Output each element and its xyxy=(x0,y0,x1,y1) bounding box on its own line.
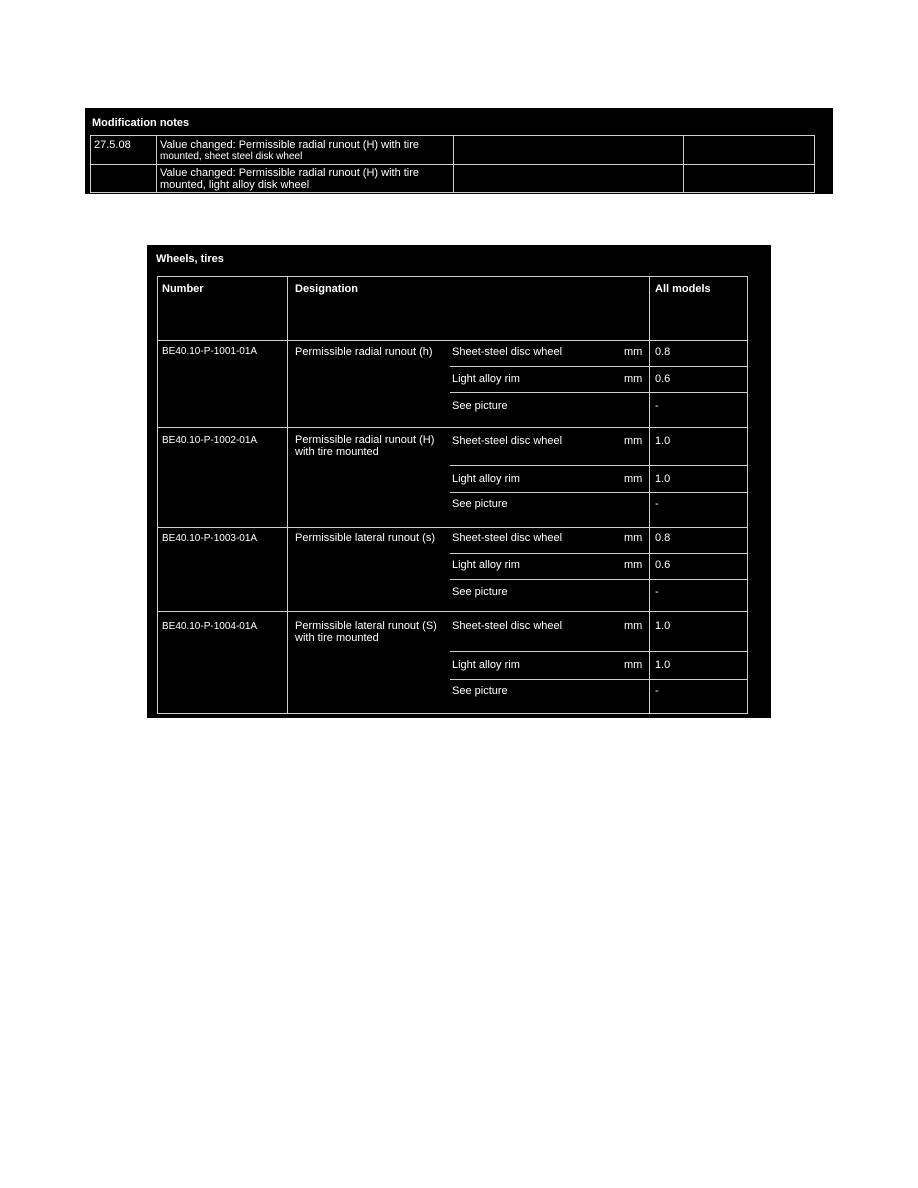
unit-label: mm xyxy=(624,373,643,385)
unit-label: mm xyxy=(624,620,643,632)
group-divider xyxy=(157,427,748,428)
value-cell: 0.6 xyxy=(655,373,671,385)
part-number: BE40.10-P-1001-01A xyxy=(162,346,258,357)
row-divider xyxy=(450,366,748,367)
designation-line2: with tire mounted xyxy=(295,632,379,644)
value-cell: - xyxy=(655,586,659,598)
mod-note-date: 27.5.08 xyxy=(94,139,131,151)
row-divider xyxy=(450,553,748,554)
part-number: BE40.10-P-1004-01A xyxy=(162,621,258,632)
value-cell: - xyxy=(655,400,659,412)
unit-label: mm xyxy=(624,346,643,358)
value-cell: - xyxy=(655,498,659,510)
value-cell: 0.8 xyxy=(655,346,671,358)
table-border-bottom xyxy=(157,713,748,714)
modification-notes-panel xyxy=(85,108,833,194)
part-number: BE40.10-P-1002-01A xyxy=(162,435,258,446)
row-divider xyxy=(450,579,748,580)
wheels-tires-title: Wheels, tires xyxy=(156,253,224,265)
item-label: Light alloy rim xyxy=(452,473,520,485)
group-divider xyxy=(157,611,748,612)
item-label: Light alloy rim xyxy=(452,559,520,571)
modification-notes-title: Modification notes xyxy=(92,117,190,129)
value-cell: 0.6 xyxy=(655,559,671,571)
group-divider xyxy=(157,527,748,528)
value-cell: - xyxy=(655,685,659,697)
table-col-divider xyxy=(453,135,454,193)
unit-label: mm xyxy=(624,473,643,485)
item-label: Sheet-steel disc wheel xyxy=(452,620,563,632)
item-label: See picture xyxy=(452,685,508,697)
value-cell: 1.0 xyxy=(655,659,671,671)
table-header-divider xyxy=(157,340,748,341)
item-label: Sheet-steel disc wheel xyxy=(452,532,563,544)
designation-line1: Permissible radial runout (H) xyxy=(295,434,435,446)
column-header-number: Number xyxy=(162,283,204,295)
table-border-right xyxy=(814,135,815,193)
unit-label: mm xyxy=(624,659,643,671)
mod-note-text-line1: Value changed: Permissible radial runout (H) with tire xyxy=(160,167,420,179)
unit-label: mm xyxy=(624,532,643,544)
item-label: Sheet-steel disc wheel xyxy=(452,346,563,358)
column-header-all-models: All models xyxy=(655,283,711,295)
table-col-divider xyxy=(156,135,157,193)
mod-note-text-line2: mounted, sheet steel disk wheel xyxy=(160,151,303,162)
mod-note-text-line1: Value changed: Permissible radial runout (H) with tire xyxy=(160,139,420,151)
value-cell: 0.8 xyxy=(655,532,671,544)
table-border-left xyxy=(90,135,91,193)
wheels-tires-panel xyxy=(147,245,771,718)
item-label: Light alloy rim xyxy=(452,373,520,385)
row-divider xyxy=(450,465,748,466)
row-divider xyxy=(450,492,748,493)
row-divider xyxy=(450,392,748,393)
value-cell: 1.0 xyxy=(655,620,671,632)
column-header-designation: Designation xyxy=(295,283,358,295)
table-col-divider xyxy=(649,276,650,714)
unit-label: mm xyxy=(624,435,643,447)
unit-label: mm xyxy=(624,559,643,571)
designation-line1: Permissible lateral runout (s) xyxy=(295,532,435,544)
table-col-divider xyxy=(287,276,288,714)
row-divider xyxy=(450,679,748,680)
value-cell: 1.0 xyxy=(655,473,671,485)
table-border-left xyxy=(157,276,158,714)
item-label: See picture xyxy=(452,498,508,510)
item-label: See picture xyxy=(452,586,508,598)
item-label: See picture xyxy=(452,400,508,412)
item-label: Light alloy rim xyxy=(452,659,520,671)
designation-line1: Permissible lateral runout (S) xyxy=(295,620,437,632)
designation-line1: Permissible radial runout (h) xyxy=(295,346,433,358)
mod-note-text-line2: mounted, light alloy disk wheel xyxy=(160,179,310,191)
item-label: Sheet-steel disc wheel xyxy=(452,435,563,447)
designation-line2: with tire mounted xyxy=(295,446,379,458)
table-col-divider xyxy=(683,135,684,193)
table-border-top xyxy=(157,276,748,277)
row-divider xyxy=(450,651,748,652)
table-border-right xyxy=(747,276,748,714)
value-cell: 1.0 xyxy=(655,435,671,447)
part-number: BE40.10-P-1003-01A xyxy=(162,533,258,544)
